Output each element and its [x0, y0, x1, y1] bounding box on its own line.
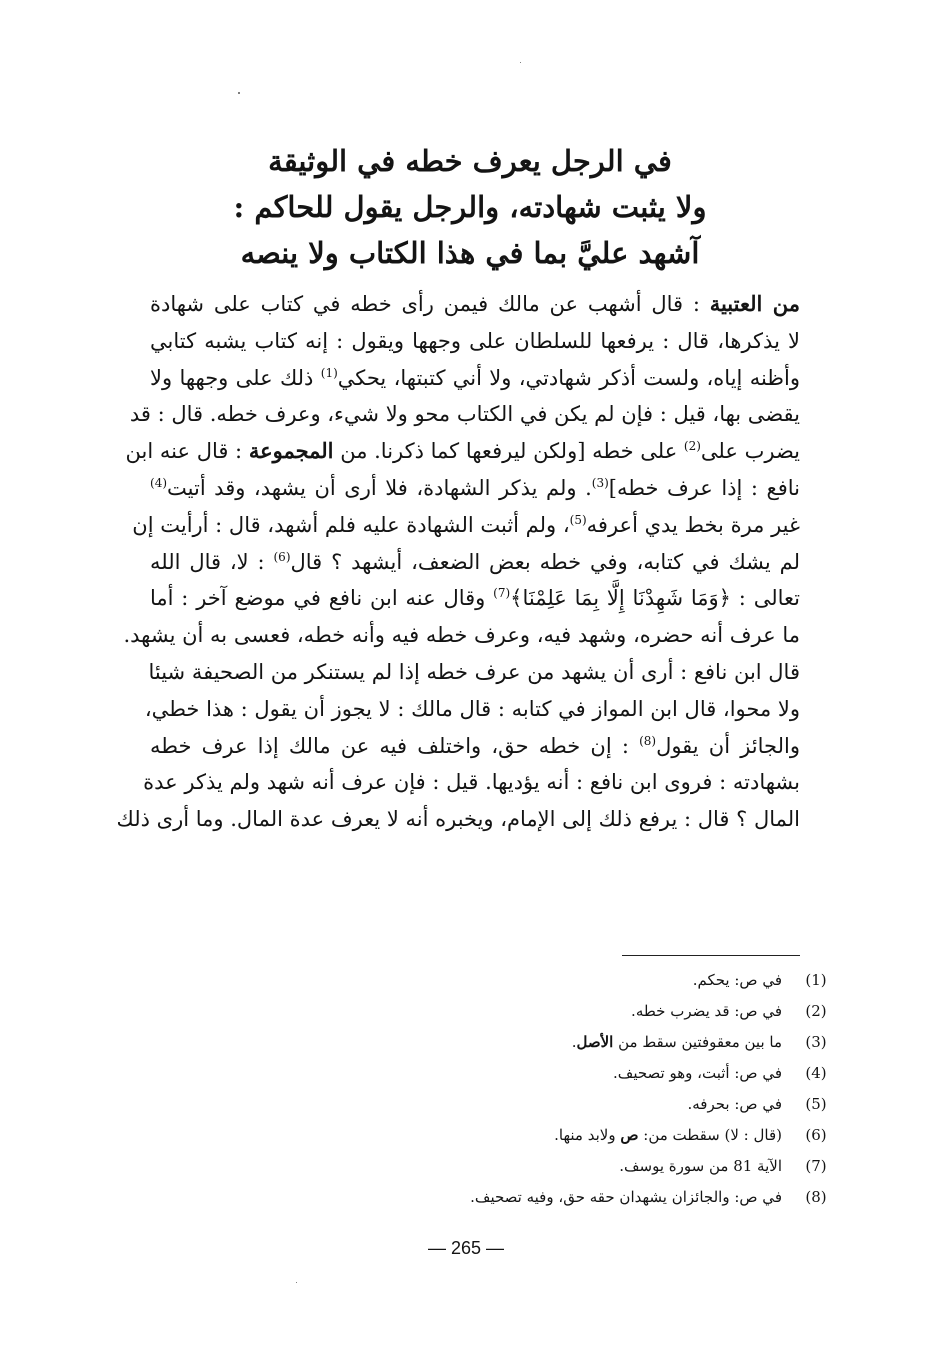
footnote-number: (6) [805, 1126, 827, 1144]
footnote-ref: (2) [683, 439, 701, 454]
text-line: بشهادته : فروى ابن نافع : أنه يؤديها. قيل : فإن عرف أنه شهد ولم يذكر عدة [143, 770, 800, 795]
footnote-ref: (1) [320, 365, 338, 380]
text-line: يقضى بها، قيل : فإن لم يكن في الكتاب محو ولا شيء، وعرف خطه. قال : قد [129, 402, 800, 427]
body-text [116, 286, 801, 838]
footnote [300, 1120, 836, 1151]
text-span: والجائز أن يقول [656, 733, 800, 758]
heading-line: ولا يثبت شهادته، والرجل يقول للحاكم : [233, 190, 707, 224]
footnote-text-part: ما بين معقوفتين سقط من [613, 1033, 782, 1051]
footnote-emphasis: ص [620, 1126, 639, 1144]
chapter-heading [200, 138, 740, 276]
footnote [300, 1151, 836, 1182]
footnote-ref: (4) [150, 475, 168, 490]
text-span: لم يشك في كتابه، وفي خطه بعض الضعف، أيشهد ؟ قال [290, 549, 800, 574]
text-span: : إن خطه حق، واختلف فيه عن مالك إذا عرف خطه [150, 733, 640, 758]
footnote [300, 1089, 836, 1120]
quran-quote: تعالى : ﴿وَمَا شَهِدْنَا إِلَّا بِمَا عَلِمْنَا﴾ [510, 586, 800, 611]
footnote-number: (1) [805, 971, 827, 989]
text-line [150, 360, 800, 397]
footnote-text-part: . [571, 1033, 577, 1051]
footnote-text: الآية 81 من سورة يوسف. [619, 1157, 782, 1175]
text-span: نافع : إذا عرف خطه] [608, 475, 800, 500]
footnote-divider [622, 955, 800, 956]
footnote-text: في ص: والجائزان يشهدان حقه حق، وفيه تصحيف. [470, 1188, 782, 1206]
text-span: : لا، قال الله [150, 549, 274, 574]
footnote-ref: (6) [273, 549, 291, 564]
footnote-text-part: ولابد منها. [554, 1126, 621, 1144]
footnote-ref: (3) [591, 475, 609, 490]
text-line [132, 507, 800, 544]
scan-speck [238, 92, 240, 94]
text-line: لا يذكرها، قال : يرفعها للسلطان على وجهها ويقول : إنه كتاب يشبه كتابي [150, 328, 800, 353]
text-span: : قال عنه ابن [125, 439, 249, 464]
footnote-text [554, 1120, 796, 1151]
footnote [300, 996, 836, 1027]
text-line [150, 286, 800, 323]
footnote-number: (5) [805, 1095, 827, 1113]
heading-line: في الرجل يعرف خطه في الوثيقة [268, 144, 672, 178]
text-line [150, 580, 800, 617]
footnote-ref: (7) [493, 586, 511, 601]
footnote-text [572, 1027, 796, 1058]
scan-speck [296, 1282, 297, 1283]
footnote-emphasis: الأصل [576, 1033, 614, 1051]
footnote-text: في ص: أثبت، وهو تصحيف. [613, 1064, 782, 1082]
footnote [300, 1182, 836, 1213]
footnote [300, 1027, 836, 1058]
text-span: يضرب على [700, 439, 800, 464]
footnote-number: (2) [805, 1002, 827, 1020]
text-line: ما عرف أنه حضره، وشهد فيه، وعرف خطه فيه وأنه خطه، فعسى به أن يشهد. [123, 623, 800, 648]
text-span: وأظنه إياه، ولست أذكر شهادتي، ولا أني كتبتها، يحكي [337, 365, 801, 390]
text-line [150, 728, 800, 765]
text-span: ذلك على وجهها ولا [150, 365, 321, 390]
scan-speck [520, 62, 521, 63]
footnote-number: (8) [805, 1188, 827, 1206]
page-number: — 265 — [427, 1238, 505, 1258]
footnote-ref: (8) [639, 733, 657, 748]
footnote-number: (3) [805, 1033, 827, 1051]
text-span: : قال أشهب عن مالك فيمن رأى خطه في كتاب على شهادة [150, 292, 710, 316]
text-line: ولا محوا، قال ابن المواز في كتابه : قال مالك : لا يجوز أن يقول : هذا خطي، [144, 696, 800, 721]
text-line [125, 433, 800, 470]
text-line [150, 544, 800, 581]
footnote-text-part: (قال : لا) سقطت من: [638, 1126, 782, 1144]
text-span: وقال عنه ابن نافع في موضع آخر : أما [150, 586, 494, 611]
footnotes [300, 965, 836, 1213]
footnote-number: (4) [805, 1064, 827, 1082]
source-name: المجموعة [248, 438, 334, 464]
footnote [300, 965, 836, 996]
heading-line: آشهد عليَّ بما في هذا الكتاب ولا ينصه [240, 236, 700, 270]
footnote [300, 1058, 836, 1089]
footnote-text: في ص: قد يضرب خطه. [631, 1002, 782, 1020]
footnote-ref: (5) [569, 512, 587, 527]
source-name: من العتبية [709, 291, 800, 316]
text-span: على خطه [ولكن ليرفعها كما ذكرنا. من [333, 439, 684, 464]
footnote-text: في ص: بحرفه. [687, 1095, 782, 1113]
text-line: قال ابن نافع : أرى أن يشهد من عرف خطه إذا لم يستنكر من الصحيفة شيئا [148, 659, 800, 684]
text-line [150, 470, 800, 507]
text-span: . ولم يذكر الشهادة، فلا أرى أن يشهد، وقد أتيت [167, 475, 592, 500]
footnote-number: (7) [805, 1157, 827, 1175]
text-line: المال ؟ قال : يرفع ذلك إلى الإمام، ويخبره أنه لا يعرف عدة المال. وما أرى ذلك [116, 807, 800, 832]
footnote-text: في ص: يحكم. [692, 971, 782, 989]
text-span: ، ولم أثبت الشهادة عليه فلم أشهد، قال : أرأيت إن [132, 512, 570, 537]
text-span: غير مرة بخط يدي أعرفه [586, 512, 800, 537]
